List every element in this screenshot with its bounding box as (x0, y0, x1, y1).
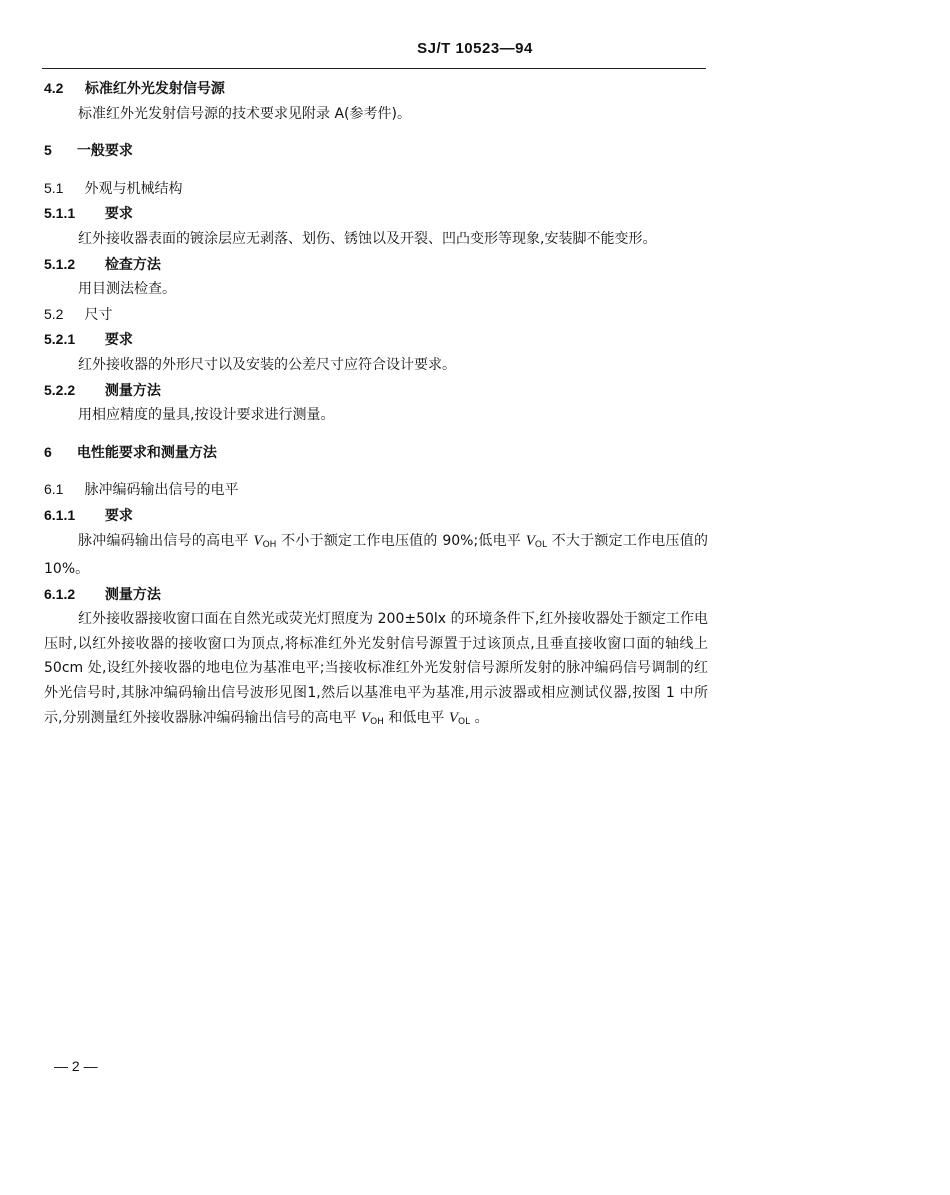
section-6-1-2-heading (44, 582, 708, 608)
section-number: 6.1 (44, 481, 64, 498)
section-number: 5.2.2 (44, 381, 76, 398)
page-number: — 2 — (54, 1058, 98, 1074)
section-5-heading (44, 138, 708, 164)
section-5-1-1-heading (44, 201, 708, 227)
section-6-1-2-text (44, 607, 708, 734)
document-code-header: SJ/T 10523—94 (417, 40, 533, 57)
text-run: 红外接收器接收窗口面在自然光或荧光灯照度为 200±50lx 的环境条件下,红外接收器处于额定工作电压时,以红外接收器的接收窗口为顶点,将标准红外光发射信号源置于过该顶点,且垂直接收窗口面的轴线上 50cm 处,设红外接收器的地电位为基准电平;当接收标准红外光发射信号源所发射的脉冲编码信号调制的红外光信号时,其脉冲编码输出信号波形见图1,然后以基准电平为基准,用示波器或相应测试仪器,按图 1 中所示,分别测量红外接收器脉冲编码输出信号的高电平 (44, 611, 708, 726)
header-rule (42, 68, 706, 69)
document-body (44, 76, 708, 734)
section-title: 测量方法 (104, 382, 161, 399)
section-number: 6.1.2 (44, 585, 76, 602)
voltage-symbol: V (448, 709, 459, 726)
section-5-2-2-heading (44, 378, 708, 404)
section-number: 6 (44, 443, 52, 460)
section-number: 6.1.1 (44, 506, 76, 523)
section-6-heading (44, 440, 708, 466)
section-number: 4.2 (44, 80, 64, 96)
section-number: 5.1 (44, 179, 64, 196)
section-5-2-heading (44, 302, 708, 328)
section-title: 电性能要求和测量方法 (76, 444, 217, 461)
text-run: 不大于额定工作电压值的 10%。 (44, 532, 708, 578)
section-5-2-1-text: 红外接收器的外形尺寸以及安装的公差尺寸应符合设计要求。 (78, 356, 456, 373)
section-title: 要求 (104, 206, 133, 223)
section-4-2-text: 标准红外光发射信号源的技术要求见附录 A(参考件)。 (78, 105, 411, 122)
section-6-1-1-heading (44, 503, 708, 529)
section-number: 5 (44, 142, 52, 159)
section-5-1-2-text: 用目测法检查。 (78, 281, 176, 298)
section-title: 要求 (104, 332, 133, 349)
section-5-1-2-heading (44, 252, 708, 278)
section-number: 5.1.2 (44, 255, 76, 272)
section-title: 尺寸 (84, 306, 113, 323)
text-run: 不小于额定工作电压值的 90%;低电平 (276, 532, 526, 549)
text-run: 和低电平 (383, 709, 449, 726)
text-run: 脉冲编码输出信号的高电平 (78, 532, 254, 549)
section-6-1-1-text (44, 529, 708, 582)
voltage-symbol: V (253, 532, 263, 549)
section-4-2-heading (44, 76, 708, 102)
voltage-symbol: V (525, 532, 535, 549)
voltage-subscript: OH (262, 539, 277, 550)
voltage-subscript: OL (458, 716, 471, 727)
voltage-subscript: OL (534, 539, 548, 550)
section-5-2-2-text: 用相应精度的量具,按设计要求进行测量。 (78, 407, 335, 424)
section-5-1-1-text: 红外接收器表面的镀涂层应无剥落、划伤、锈蚀以及开裂、凹凸变形等现象,安装脚不能变形。 (78, 230, 657, 247)
section-6-1-heading (44, 477, 708, 503)
section-title: 要求 (104, 507, 133, 524)
section-title: 测量方法 (104, 586, 161, 603)
section-number: 5.2 (44, 305, 64, 322)
section-5-1-heading (44, 176, 708, 202)
text-run: 。 (470, 709, 489, 726)
section-number: 5.2.1 (44, 331, 76, 348)
section-5-2-1-heading (44, 327, 708, 353)
section-title: 检查方法 (104, 256, 161, 273)
section-title: 一般要求 (76, 143, 133, 160)
voltage-subscript: OH (370, 716, 384, 727)
section-title: 标准红外光发射信号源 (84, 81, 225, 97)
voltage-symbol: V (360, 709, 371, 726)
section-title: 外观与机械结构 (84, 180, 183, 197)
section-number: 5.1.1 (44, 205, 76, 222)
section-title: 脉冲编码输出信号的电平 (84, 482, 239, 499)
